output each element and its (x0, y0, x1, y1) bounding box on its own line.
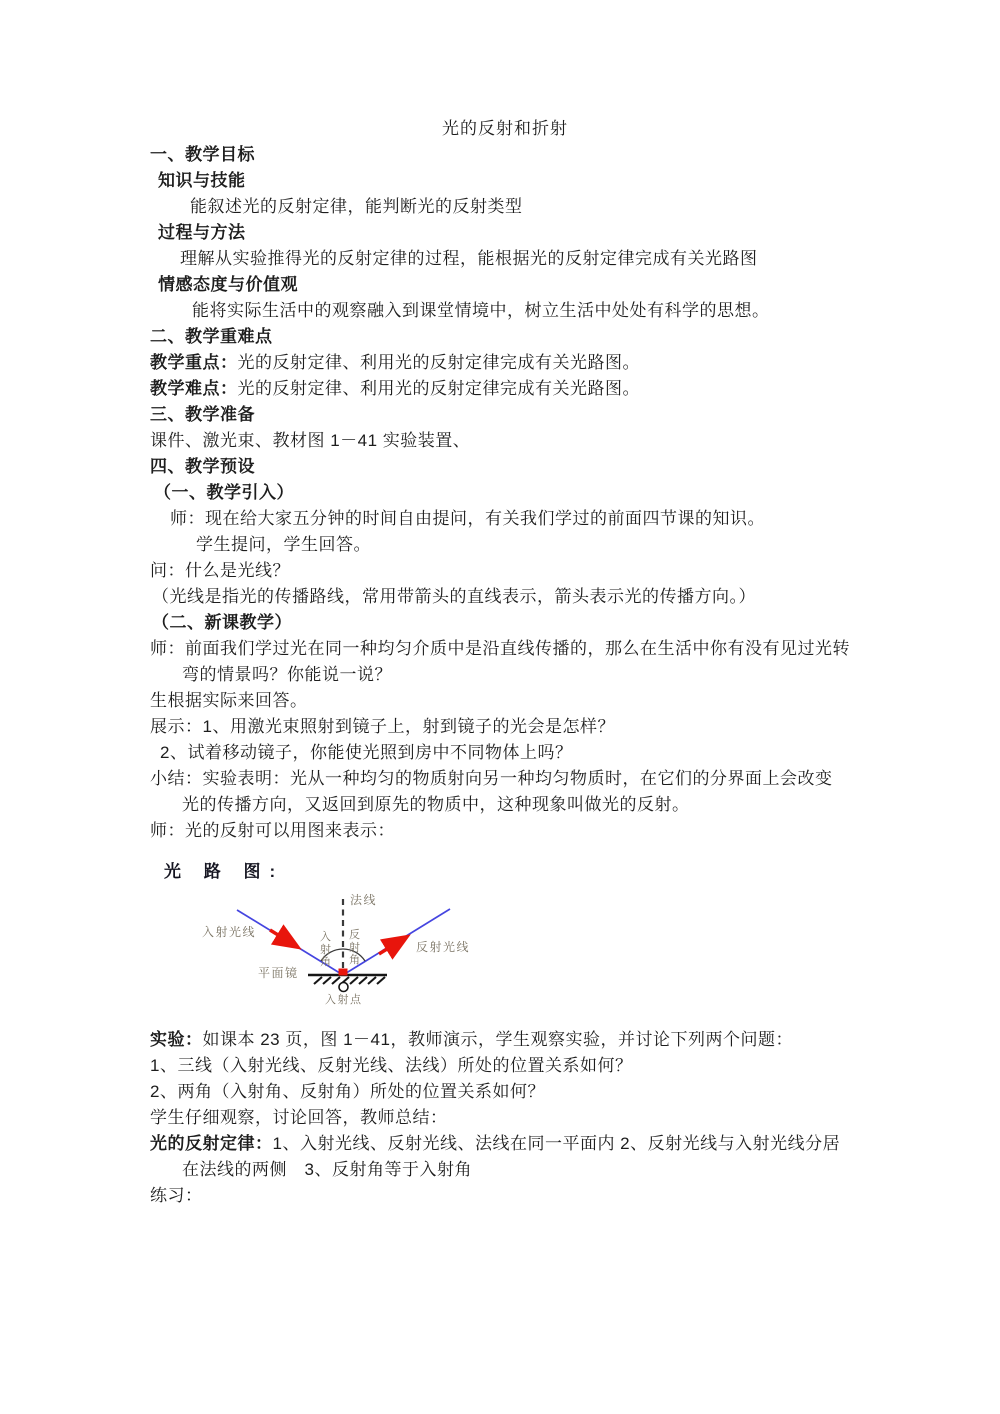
text-line (150, 1053, 860, 1079)
text-line (150, 740, 860, 766)
text-line (150, 558, 860, 584)
text-line (150, 1157, 860, 1183)
text-line (150, 246, 860, 272)
text-line (150, 298, 860, 324)
incident-angle-label: 入射角 (320, 931, 331, 968)
text-line (150, 350, 860, 376)
text-segment-bold: 教学重点： (150, 353, 238, 372)
reflection-diagram (150, 885, 570, 1015)
incidence-point-marker (339, 969, 348, 976)
text-segment: 光的传播方向，又返回到原先的物质中，这种现象叫做光的反射。 (182, 795, 690, 814)
text-line (150, 1079, 860, 1105)
incident-arrow-icon (270, 930, 296, 946)
text-line (150, 688, 860, 714)
text-line (150, 376, 860, 402)
text-line (150, 818, 860, 844)
text-segment: 光的反射定律、利用光的反射定律完成有关光路图。 (237, 353, 640, 372)
incident-point-label: 入射点 (325, 994, 363, 1006)
incident-ray-label: 入射光线 (202, 925, 257, 939)
mirror-label: 平面镜 (258, 966, 299, 980)
text-line (150, 272, 860, 298)
text-line (150, 766, 860, 792)
text-line (150, 662, 860, 688)
incidence-point-circle (339, 983, 348, 992)
text-segment: 能将实际生活中的观察融入到课堂情境中，树立生活中处处有科学的思想。 (192, 301, 770, 320)
light-path-figure (150, 859, 860, 1015)
text-segment: 展示：1、用激光束照射到镜子上，射到镜子的光会是怎样？ (150, 717, 615, 736)
text-line (150, 480, 860, 506)
document-lines-bottom (150, 1027, 860, 1209)
text-line (150, 532, 860, 558)
text-segment-bold: （一、教学引入） (154, 483, 294, 502)
text-segment-bold: 过程与方法 (158, 223, 246, 242)
text-segment-bold: 光的反射定律： (150, 1134, 273, 1153)
text-segment: 练习： (150, 1186, 203, 1205)
reflected-angle-label: 反射角 (349, 929, 360, 966)
text-segment: 生根据实际来回答。 (150, 691, 308, 710)
text-line (150, 402, 860, 428)
text-line (150, 194, 860, 220)
text-line (150, 506, 860, 532)
text-segment-bold: 实验： (150, 1030, 203, 1049)
text-segment: 1、三线（入射光线、反射光线、法线）所处的位置关系如何？ (150, 1056, 633, 1075)
text-line (150, 1183, 860, 1209)
text-segment: 弯的情景吗？你能说一说？ (182, 665, 392, 684)
text-segment: 光的反射定律、利用光的反射定律完成有关光路图。 (237, 379, 640, 398)
text-line (150, 454, 860, 480)
text-line (150, 610, 860, 636)
text-segment: 课件、激光束、教材图 1－41 实验装置、 (150, 431, 471, 450)
document-lines-top (150, 142, 860, 844)
text-segment-bold: 情感态度与价值观 (158, 275, 298, 294)
text-segment: 在法线的两侧 3、反射角等于入射角 (182, 1160, 472, 1179)
text-segment-bold: 教学难点： (150, 379, 238, 398)
text-segment: 2、试着移动镜子，你能使光照到房中不同物体上吗？ (160, 743, 573, 762)
text-segment: 1、入射光线、反射光线、法线在同一平面内 2、反射光线与入射光线分居 (272, 1134, 841, 1153)
reflected-arrow-icon (379, 938, 405, 954)
page-title: 光的反射和折射 (442, 119, 568, 138)
text-line (150, 792, 860, 818)
text-segment: 能叙述光的反射定律，能判断光的反射类型 (190, 197, 523, 216)
text-segment: 学生提问，学生回答。 (196, 535, 371, 554)
text-segment: 师：现在给大家五分钟的时间自由提问，有关我们学过的前面四节课的知识。 (170, 509, 765, 528)
text-segment-bold: 知识与技能 (158, 171, 246, 190)
text-segment-bold: 一、教学目标 (150, 145, 255, 164)
mirror-hatching (314, 977, 385, 984)
text-segment: 2、两角（入射角、反射角）所处的位置关系如何？ (150, 1082, 545, 1101)
text-line (150, 714, 860, 740)
text-line (150, 636, 860, 662)
text-segment: 师：前面我们学过光在同一种均匀介质中是沿直线传播的，那么在生活中你有没有见过光转 (150, 639, 850, 658)
text-segment: 理解从实验推得光的反射定律的过程，能根据光的反射定律完成有关光路图 (180, 249, 758, 268)
text-segment-bold: 三、教学准备 (150, 405, 255, 424)
text-line (150, 1131, 860, 1157)
text-line (150, 428, 860, 454)
normal-label: 法线 (350, 893, 378, 907)
text-segment: 问：什么是光线？ (150, 561, 290, 580)
text-segment-bold: 二、教学重难点 (150, 327, 273, 346)
diagram-heading: 光 路 图: (164, 862, 285, 881)
text-line (150, 142, 860, 168)
reflected-ray-label: 反射光线 (416, 940, 471, 954)
text-segment: 如课本 23 页，图 1－41，教师演示，学生观察实验，并讨论下列两个问题： (202, 1030, 793, 1049)
text-line (150, 1105, 860, 1131)
text-segment: （光线是指光的传播路线，常用带箭头的直线表示，箭头表示光的传播方向。） (152, 587, 756, 606)
text-segment: 学生仔细观察，讨论回答，教师总结： (150, 1108, 448, 1127)
text-segment: 小结：实验表明：光从一种均匀的物质射向另一种均匀物质时，在它们的分界面上会改变 (150, 769, 833, 788)
text-line (150, 324, 860, 350)
text-segment: 师：光的反射可以用图来表示： (150, 821, 395, 840)
text-line (150, 220, 860, 246)
text-line (150, 584, 860, 610)
text-segment-bold: 四、教学预设 (150, 457, 255, 476)
text-line (150, 1027, 860, 1053)
text-line (150, 168, 860, 194)
text-segment-bold: （二、新课教学） (152, 613, 292, 632)
